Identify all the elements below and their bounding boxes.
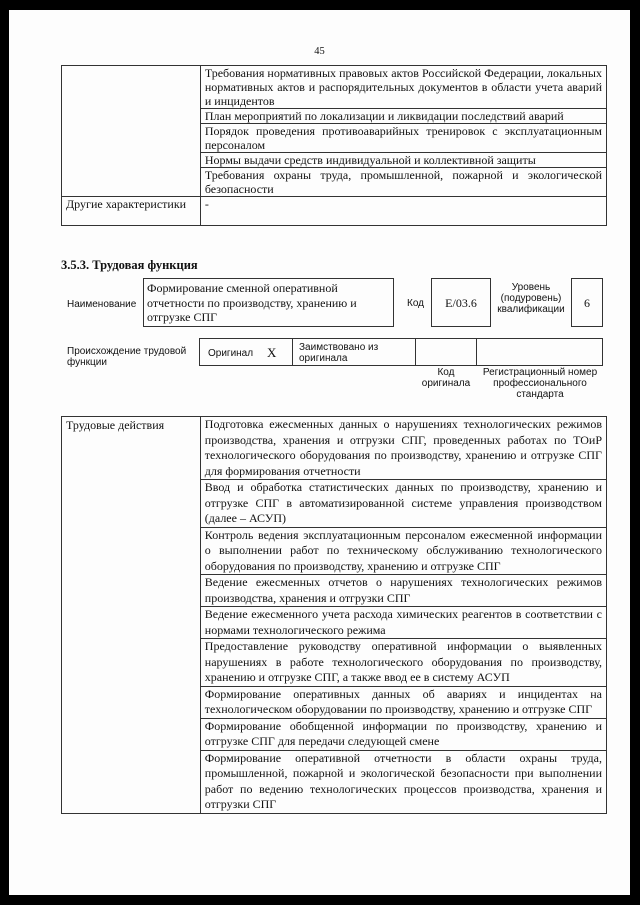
labor-action-item: Ведение ежесменного учета расхода химических реагентов в соответствии с нормами технологического режима xyxy=(200,607,606,639)
function-code: E/03.6 xyxy=(445,296,477,310)
labor-action-item: Ввод и обработка статистических данных по производству, хранению и отгрузке СПГ в автоматизированной системе управления производством (далее – АСУП) xyxy=(200,480,606,528)
labor-actions-label: Трудовые действия xyxy=(62,417,201,814)
origin-label: Происхождение трудовой функции xyxy=(67,346,187,368)
name-label: Наименование xyxy=(67,299,137,310)
code-box xyxy=(431,278,491,327)
borrowed-label: Заимствовано из оригинала xyxy=(299,342,379,364)
labor-action-item: Формирование оперативных данных об авариях и инцидентах на технологическом оборудовании по производству, хранению и отгрузке СПГ xyxy=(200,686,606,718)
section-heading: 3.5.3. Трудовая функция xyxy=(61,258,198,272)
other-characteristics-value: - xyxy=(200,197,606,226)
name-box xyxy=(143,278,394,327)
requirements-table xyxy=(61,65,607,226)
empty-label-cell xyxy=(62,66,201,197)
reg-number-box xyxy=(476,338,603,366)
labor-action-item: Предоставление руководству оперативной информации о выявленных нарушениях в работе технологического оборудования по производству, хранению и отгрузке СПГ, а также ввод ее в систему АСУП xyxy=(200,639,606,687)
function-name: Формирование сменной оперативной отчетности по производству, хранению и отгрузке СПГ xyxy=(147,281,357,324)
original-mark: X xyxy=(267,345,277,360)
requirement-item: План мероприятий по локализации и ликвидации последствий аварий xyxy=(200,109,606,124)
qualification-level-label: Уровень (подуровень) квалификации xyxy=(497,282,565,315)
requirement-item: Нормы выдачи средств индивидуальной и коллективной защиты xyxy=(200,153,606,168)
requirement-item: Требования охраны труда, промышленной, пожарной и экологической безопасности xyxy=(200,168,606,197)
labor-action-item: Формирование обобщенной информации по производству, хранению и отгрузке СПГ для передачи следующей смене xyxy=(200,718,606,750)
code-label: Код xyxy=(407,298,425,309)
document-page xyxy=(9,10,630,895)
code-original-caption: Код оригинала xyxy=(421,367,471,389)
labor-action-item: Подготовка ежесменных данных о нарушениях технологических режимов производства, хранения и отгрузки СПГ, проведенных работах по ТОиР технологического оборудования по производству, хранению и отгрузке СПГ для формирования отчетности xyxy=(200,417,606,480)
original-box xyxy=(199,338,293,366)
level-box xyxy=(571,278,603,327)
reg-number-caption: Регистрационный номер профессионального стандарта xyxy=(482,367,598,400)
labor-action-item: Формирование оперативной отчетности в области охраны труда, промышленной, пожарной и экологической безопасности при выполнении работ по ведению технологических процессов производства, хранения и отгрузки СПГ xyxy=(200,750,606,813)
qualification-level: 6 xyxy=(584,296,590,310)
other-characteristics-label: Другие характеристики xyxy=(62,197,201,226)
requirement-item: Требования нормативных правовых актов Российской Федерации, локальных нормативных актов и распорядительных документов в области учета аварий и инцидентов xyxy=(200,66,606,109)
labor-action-item: Контроль ведения эксплуатационным персоналом ежесменной информации о выполнении работ по техническому обслуживанию технологического оборудования по производству, хранению и отгрузке СПГ xyxy=(200,527,606,575)
requirement-item: Порядок проведения противоаварийных тренировок с эксплуатационным персоналом xyxy=(200,124,606,153)
page-number: 45 xyxy=(314,46,325,57)
code-original-box xyxy=(415,338,477,366)
labor-actions-table xyxy=(61,416,607,814)
borrowed-box xyxy=(292,338,416,366)
labor-action-item: Ведение ежесменных отчетов о нарушениях технологических режимов производства, хранения и отгрузки СПГ xyxy=(200,575,606,607)
original-label: Оригинал xyxy=(208,348,254,359)
